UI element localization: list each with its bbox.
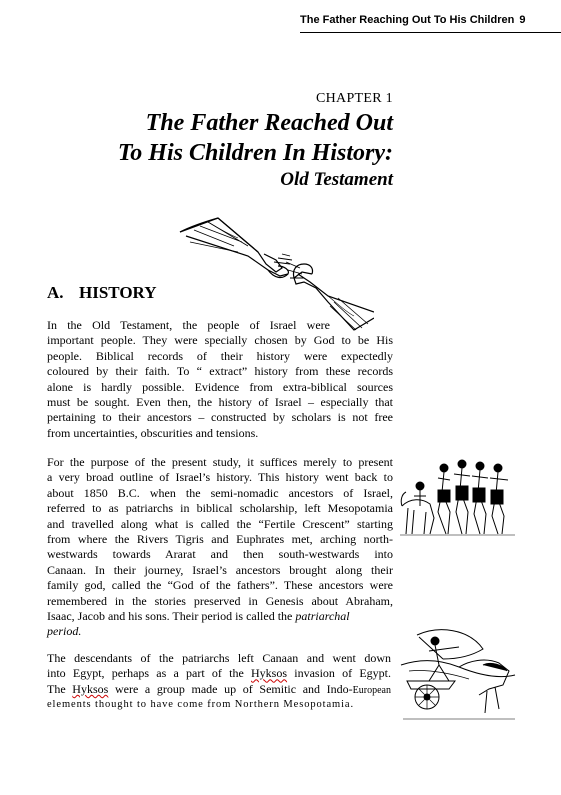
italic-term: period. bbox=[47, 624, 82, 639]
text-line: elements thought to have come from Northern Mesopotamia. bbox=[47, 699, 354, 711]
text-line: important people. They were specially chosen by God to be His bbox=[47, 333, 393, 348]
text-line bbox=[47, 682, 391, 697]
chapter-title-line-1: The Father Reached Out bbox=[145, 110, 393, 136]
text-segment: were a group made up of Semitic and Indo- bbox=[114, 681, 353, 696]
page-number: 9 bbox=[519, 14, 526, 26]
italic-term: patriarchal bbox=[295, 608, 350, 623]
running-title: The Father Reaching Out To His Children bbox=[300, 14, 515, 26]
chapter-heading bbox=[100, 90, 393, 192]
text-line bbox=[47, 609, 393, 624]
text-line: must be sought. Even then, the history of Israel – especially that bbox=[47, 394, 393, 409]
text-line: westwards towards Ararat and then south-westwards into bbox=[47, 547, 393, 562]
text-line: about 1850 B.C. when the semi-nomadic ancestors of Israel, bbox=[47, 485, 393, 500]
chapter-title-line-3: Old Testament bbox=[280, 169, 393, 190]
text-line: pertaining to their ancestors – constructed by scholars is not free bbox=[47, 410, 393, 425]
text-line bbox=[47, 624, 393, 639]
text-line: people. Biblical records of their history were expectedly bbox=[47, 348, 393, 363]
text-segment: into Egypt, perhaps as a part of the bbox=[47, 666, 244, 681]
text-line: In the Old Testament, the people of Israel were bbox=[47, 318, 330, 332]
section-title: HISTORY bbox=[79, 283, 157, 302]
text-line: remembered in the stories preserved in Genesis about Abraham, bbox=[47, 593, 393, 608]
spellcheck-word: Hyksos bbox=[251, 666, 288, 681]
text-segment: The bbox=[47, 681, 66, 696]
text-line bbox=[47, 666, 391, 681]
chapter-label: CHAPTER 1 bbox=[316, 91, 393, 106]
text-line: alone is hardly possible. Evidence from extra-biblical sources bbox=[47, 379, 393, 394]
paragraph-3 bbox=[47, 651, 391, 713]
egyptian-procession-illustration bbox=[400, 456, 515, 536]
chapter-title-line-2: To His Children In History: bbox=[117, 140, 393, 166]
text-segment: European bbox=[352, 684, 391, 696]
egyptian-chariot-archer-illustration bbox=[399, 625, 517, 725]
header-rule bbox=[300, 32, 561, 33]
text-line: family god, called the “God of the fathers”. These ancestors were bbox=[47, 578, 393, 593]
section-letter: A. bbox=[47, 283, 64, 302]
paragraph-2 bbox=[47, 455, 393, 640]
text-line: For the purpose of the present study, it suffices merely to present bbox=[47, 455, 393, 469]
text-line: coloured by their faith. To “ extract” history from these records bbox=[47, 364, 393, 379]
text-line: a very broad outline of Israel’s history. This history went back to bbox=[47, 470, 393, 485]
section-heading bbox=[47, 283, 157, 303]
spellcheck-word: Hyksos bbox=[72, 681, 109, 696]
text-line: from where the Rivers Tigris and Euphrates met, arching north- bbox=[47, 531, 393, 546]
paragraph-1 bbox=[47, 318, 393, 441]
text-line: referred to as patriarchs in biblical scholarship, left Mesopotamia bbox=[47, 501, 393, 516]
text-segment: invasion of Egypt. bbox=[294, 666, 392, 681]
text-line: and travelled along what is called the “Fertile Crescent” starting bbox=[47, 516, 393, 531]
reaching-hands-illustration bbox=[178, 212, 374, 332]
text-line: from uncertainties, obscurities and tensions. bbox=[47, 425, 259, 440]
text-line: Canaan. In their journey, Israel’s ancestors brought along their bbox=[47, 562, 393, 577]
text-segment: Isaac, Jacob and his sons. Their period is called the bbox=[47, 608, 293, 623]
running-header bbox=[300, 14, 524, 26]
text-line: The descendants of the patriarchs left Canaan and went down bbox=[47, 651, 391, 665]
